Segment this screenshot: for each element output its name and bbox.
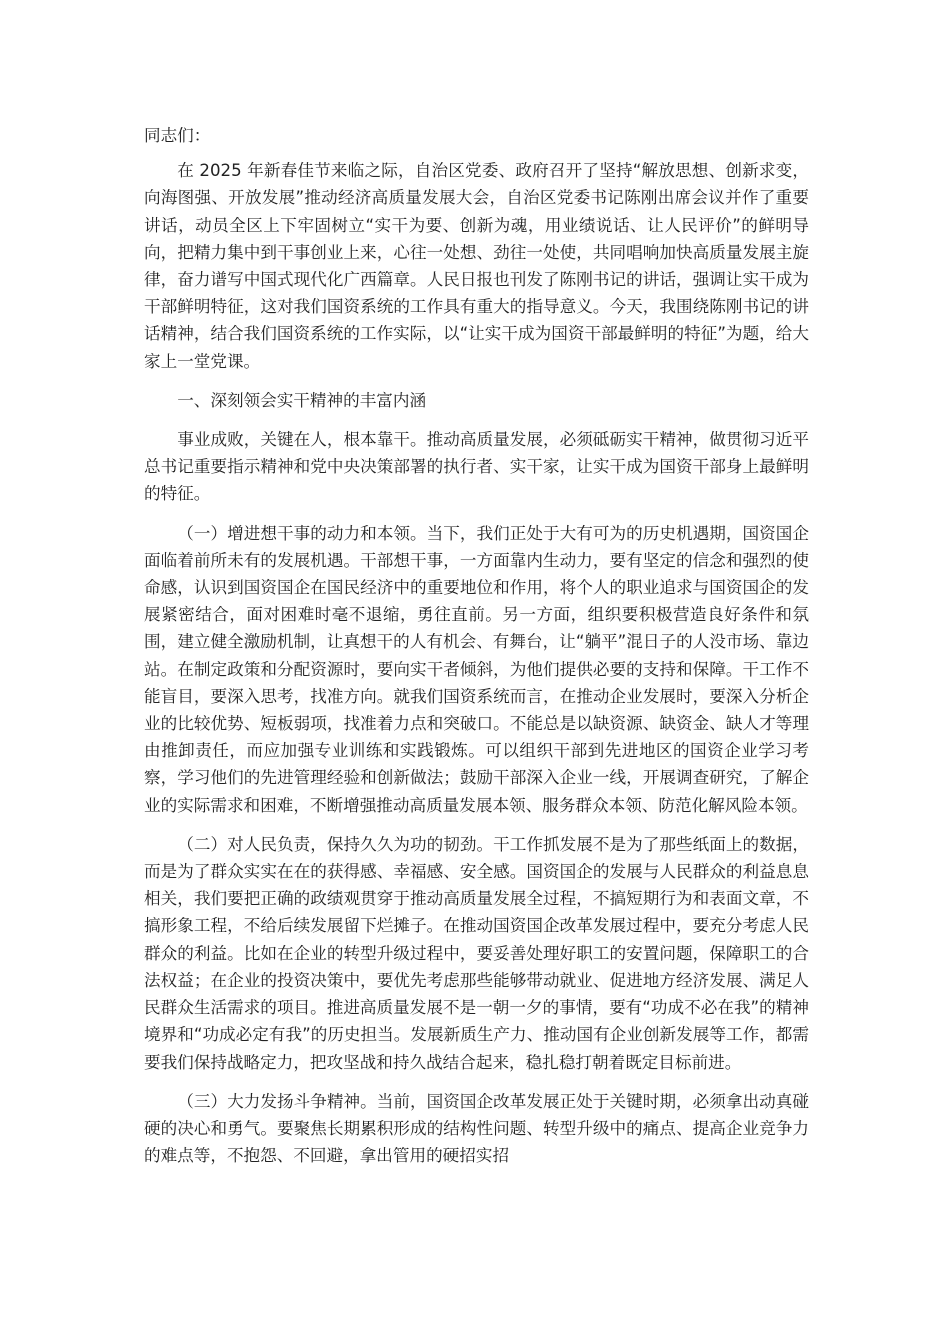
point-2-paragraph: （二）对人民负责，保持久久为功的韧劲。干工作抓发展不是为了那些纸面上的数据，而是为了群众实实在在的获得感、幸福感、安全感。国资国企的发展与人民群众的利益息息相关，我们要把正确的政绩观贯穿于推动高质量发展全过程，不搞短期行为和表面文章，不搞形象工程，不给后续发展留下烂摊子。在推动国资国企改革发展过程中，要充分考虑人民群众的利益。比如在企业的转型升级过程中，要妥善处理好职工的安置问题，保障职工的合法权益；在企业的投资决策中，要优先考虑那些能够带动就业、促进地方经济发展、满足人民群众生活需求的项目。推进高质量发展不是一朝一夕的事情，要有“功成不必在我”的精神境界和“功成必定有我”的历史担当。发展新质生产力、推动国有企业创新发展等工作，都需要我们保持战略定力，把攻坚战和持久战结合起来，稳扎稳打朝着既定目标前进。	[144, 834, 809, 1072]
section-intro-paragraph: 事业成败，关键在人，根本靠干。推动高质量发展，必须砥砺实干精神，做贯彻习近平总书记重要指示精神和党中央决策部署的执行者、实干家，让实干成为国资干部身上最鲜明的特征。	[144, 430, 809, 504]
section-heading: 一、深刻领会实干精神的丰富内涵	[177, 390, 427, 410]
point-1-paragraph: （一）增进想干事的动力和本领。当下，我们正处于大有可为的历史机遇期，国资国企面临着前所未有的发展机遇。干部想干事，一方面靠内生动力，要有坚定的信念和强烈的使命感，认识到国资国企在国民经济中的重要地位和作用，将个人的职业追求与国资国企的发展紧密结合，面对困难时毫不退缩，勇往直前。另一方面，组织要积极营造良好条件和氛围，建立健全激励机制，让真想干的人有机会、有舞台，让“躺平”混日子的人没市场、靠边站。在制定政策和分配资源时，要向实干者倾斜，为他们提供必要的支持和保障。干工作不能盲目，要深入思考，找准方向。就我们国资系统而言，在推动企业发展时，要深入分析企业的比较优势、短板弱项，找准着力点和突破口。不能总是以缺资源、缺资金、缺人才等理由推卸责任，而应加强专业训练和实践锻炼。可以组织干部到先进地区的国资企业学习考察，学习他们的先进管理经验和创新做法；鼓励干部深入企业一线，开展调查研究，了解企业的实际需求和困难，不断增强推动高质量发展本领、服务群众本领、防范化解风险本领。	[144, 523, 809, 815]
intro-paragraph: 在 2025 年新春佳节来临之际，自治区党委、政府召开了坚持“解放思想、创新求变，向海图强、开放发展”推动经济高质量发展大会，自治区党委书记陈刚出席会议并作了重要讲话，动员全区上下牢固树立“实干为要、创新为魂，用业绩说话、让人民评价”的鲜明导向，把精力集中到干事创业上来，心往一处想、劲往一处使，共同唱响加快高质量发展主旋律，奋力谱写中国式现代化广西篇章。人民日报也刊发了陈刚书记的讲话，强调让实干成为干部鲜明特征，这对我们国资系统的工作具有重大的指导意义。今天，我围绕陈刚书记的讲话精神，结合我们国资系统的工作实际，以“让实干成为国资干部最鲜明的特征”为题，给大家上一堂党课。	[144, 161, 809, 371]
document-page	[144, 122, 809, 1169]
point-3-paragraph: （三）大力发扬斗争精神。当前，国资国企改革发展正处于关键时期，必须拿出动真碰硬的决心和勇气。要聚焦长期累积形成的结构性问题、转型升级中的痛点、提高企业竞争力的难点等，不抱怨、不回避，拿出管用的硬招实招	[144, 1091, 809, 1166]
greeting: 同志们：	[144, 126, 211, 145]
